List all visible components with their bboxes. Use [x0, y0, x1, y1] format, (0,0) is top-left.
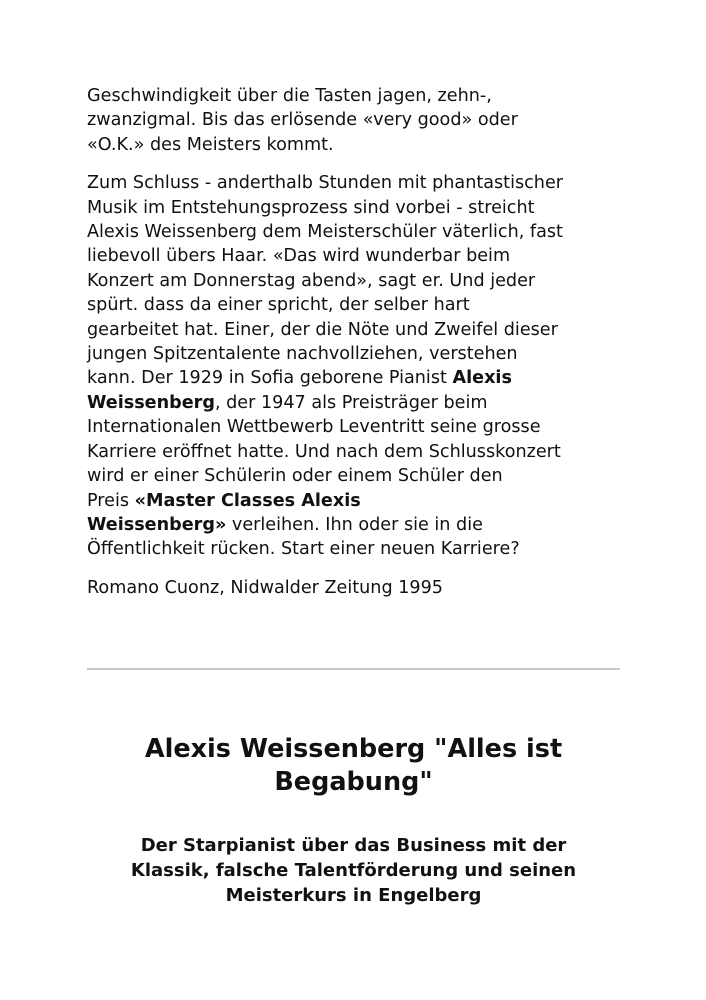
text-line: gearbeitet hat. Einer, der die Nöte und Zweifel dieser: [87, 319, 558, 340]
section-divider: [87, 668, 620, 670]
text-line: Alexis Weissenberg dem Meisterschüler väterlich, fast: [87, 222, 563, 243]
text-line: Karriere eröffnet hatte. Und nach dem Schlusskonzert: [87, 441, 561, 462]
text-line: zwanzigmal. Bis das erlösende «very good» oder: [87, 110, 518, 131]
author-signature: Romano Cuonz, Nidwalder Zeitung 1995: [87, 577, 443, 598]
text-line: Konzert am Donnerstag abend», sagt er. Und jeder: [87, 270, 536, 291]
text-line: Internationalen Wettbewerb Leventritt seine grosse: [87, 417, 541, 438]
paragraph-2: [87, 171, 623, 562]
text-line: Zum Schluss - anderthalb Stunden mit phantastischer: [87, 173, 564, 194]
article-headline: [87, 733, 620, 799]
text-line: liebevoll übers Haar. «Das wird wunderbar beim: [87, 246, 511, 267]
text-line: wird er einer Schülerin oder einem Schüler den: [87, 466, 503, 487]
bold-name: Alexis: [452, 368, 512, 389]
text-run: kann. Der 1929 in Sofia geborene Pianist: [87, 368, 453, 389]
bold-name: Weissenberg: [87, 392, 215, 413]
bold-award-name: Weissenberg»: [87, 514, 227, 535]
subheadline-line: Der Starpianist über das Business mit der: [140, 835, 567, 856]
text-line: jungen Spitzentalente nachvollziehen, verstehen: [87, 344, 518, 365]
text-line: [87, 366, 623, 390]
text-line: spürt. dass da einer spricht, der selber hart: [87, 295, 470, 316]
article-body: [87, 84, 623, 600]
text-line: «O.K.» des Meisters kommt.: [87, 134, 334, 155]
text-run: verleihen. Ihn oder sie in die: [226, 514, 483, 535]
text-run: Preis: [87, 490, 135, 511]
text-line: [87, 489, 623, 513]
headline-line: Alexis Weissenberg "Alles ist: [144, 734, 563, 764]
bold-award-name: «Master Classes Alexis: [134, 490, 361, 511]
text-line: Geschwindigkeit über die Tasten jagen, zehn-,: [87, 86, 492, 106]
headline-line: Begabung": [274, 767, 433, 797]
subheadline-line: Meisterkurs in Engelberg: [225, 885, 482, 906]
article-subheadline: [87, 833, 620, 908]
text-line: [87, 513, 623, 537]
paragraph-1: [87, 84, 623, 157]
subheadline-line: Klassik, falsche Talentförderung und seinen: [130, 860, 577, 881]
text-line: [87, 391, 623, 415]
text-line: Musik im Entstehungsprozess sind vorbei - streicht: [87, 197, 535, 218]
text-run: , der 1947 als Preisträger beim: [214, 392, 488, 413]
text-line: Öffentlichkeit rücken. Start einer neuen Karriere?: [87, 539, 520, 560]
